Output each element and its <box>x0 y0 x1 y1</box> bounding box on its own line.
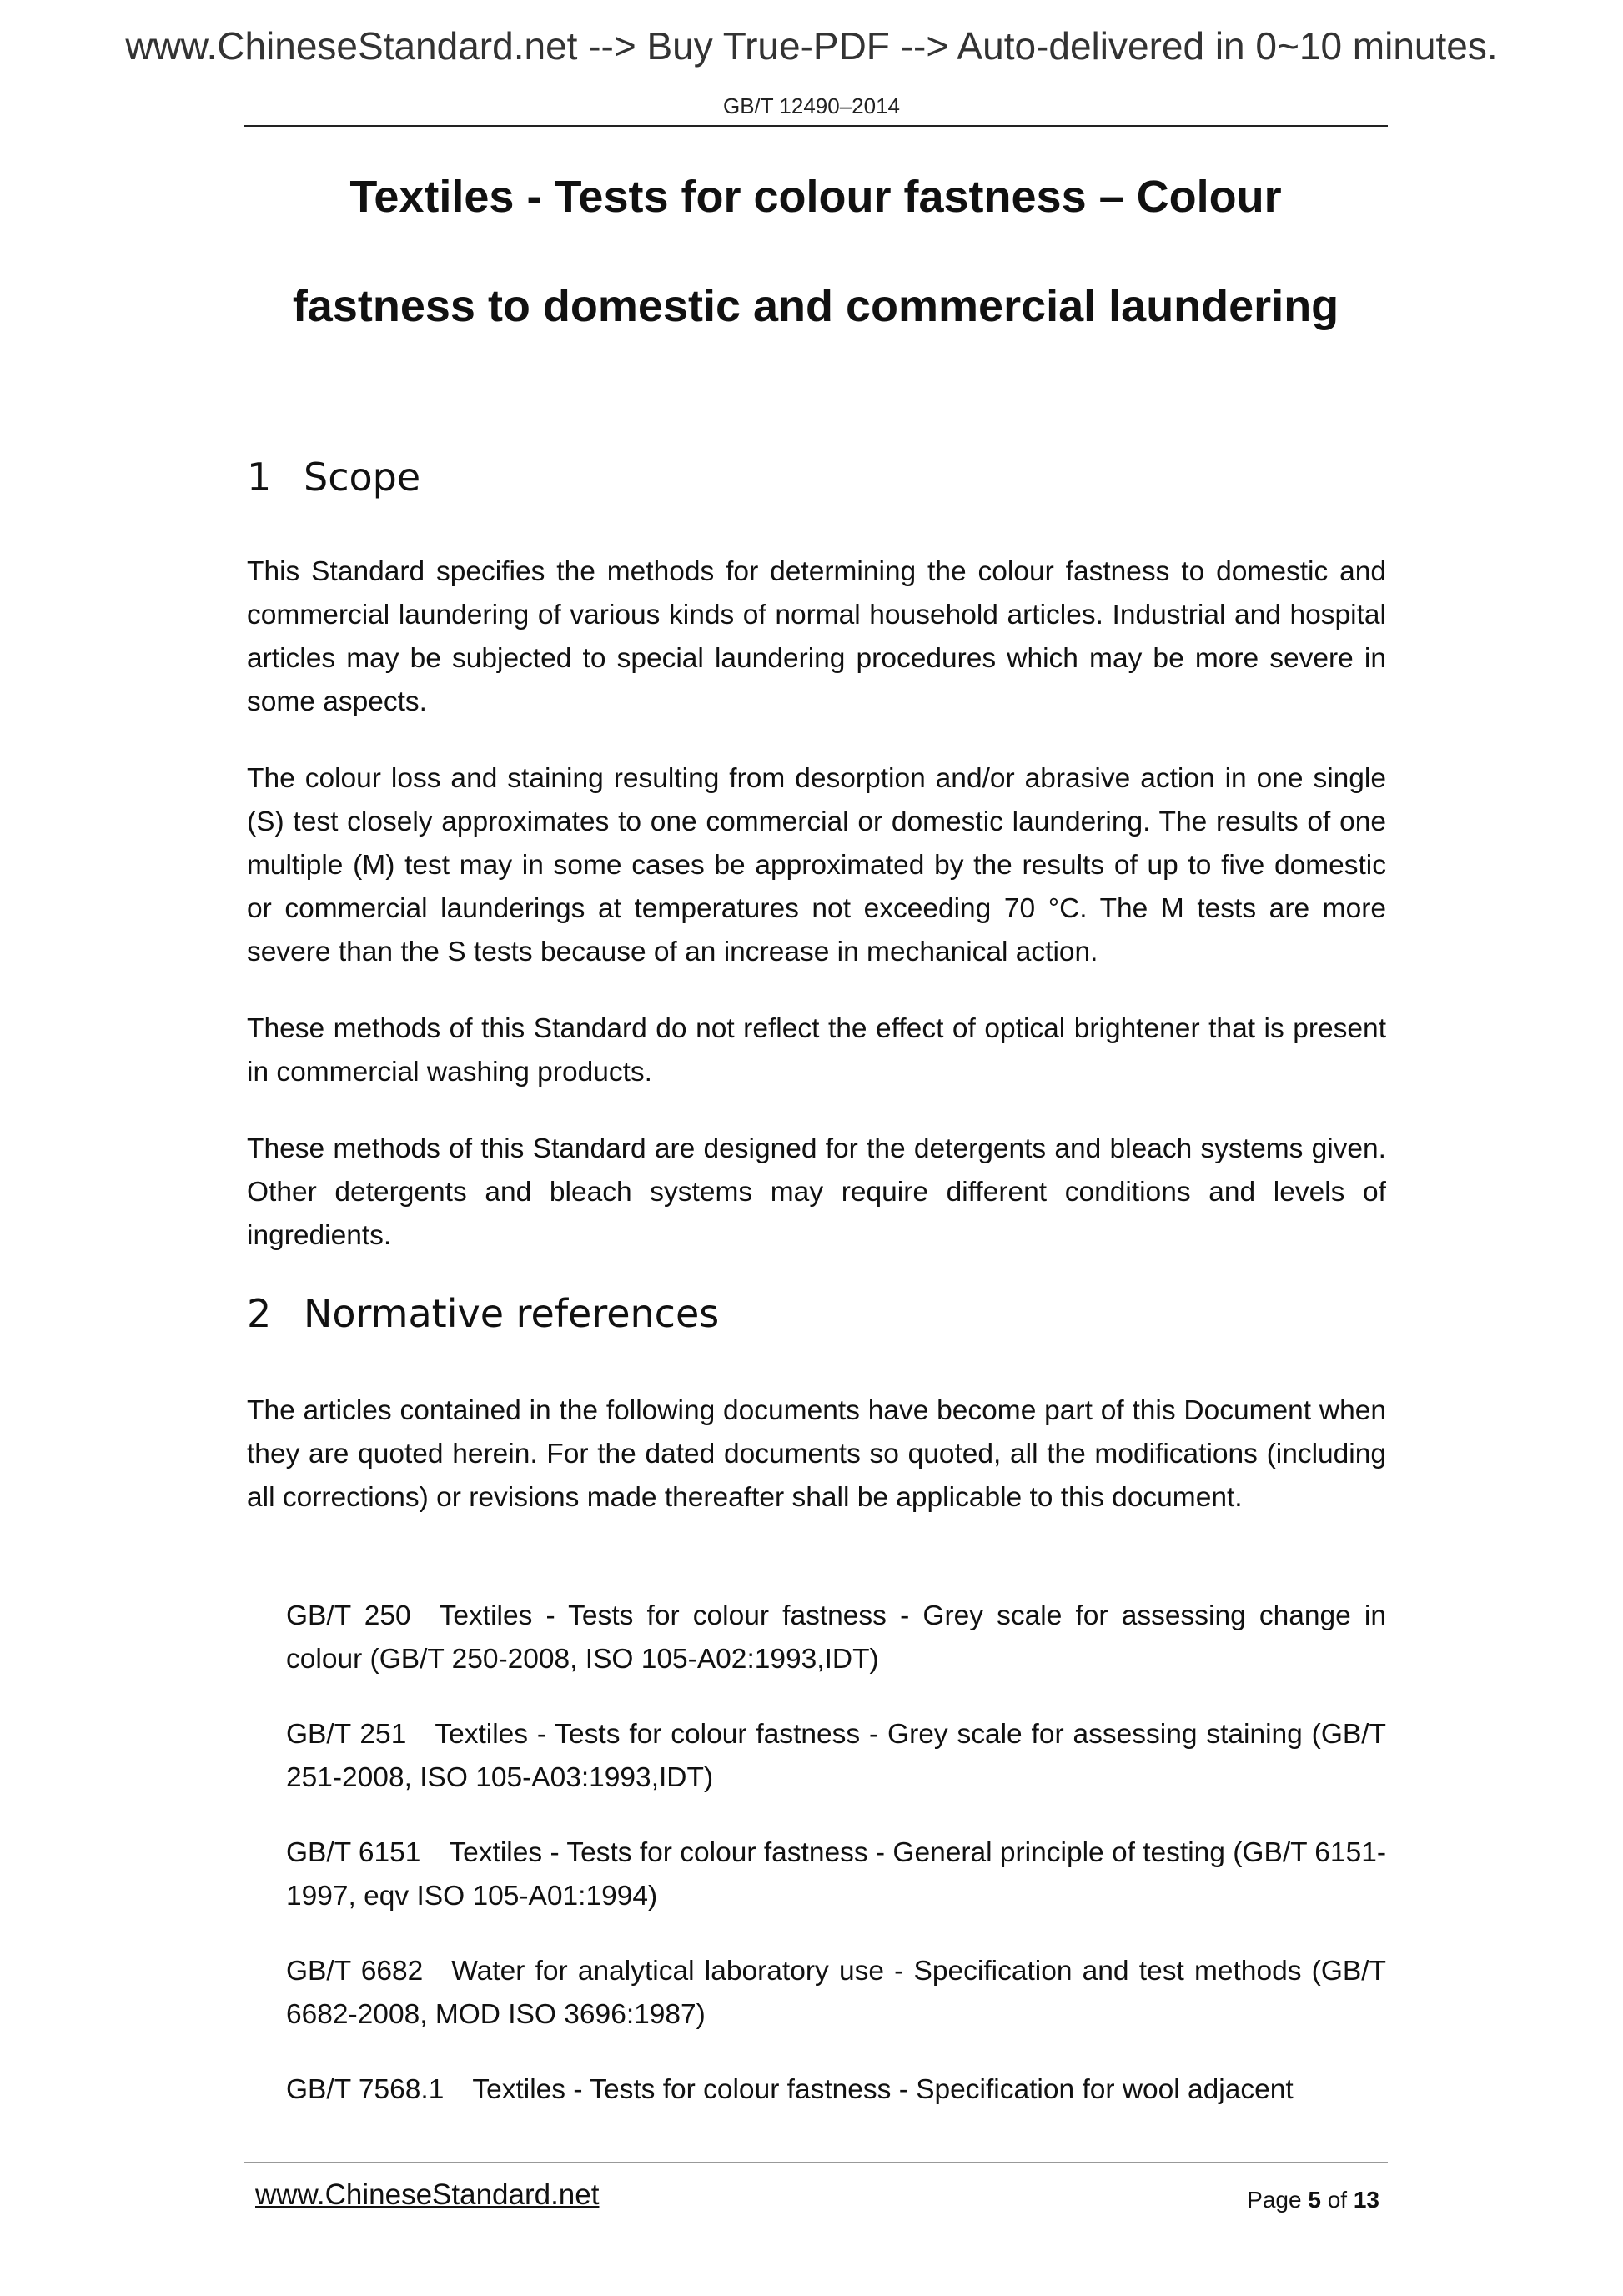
page-of-label: of <box>1327 2187 1348 2213</box>
section-2-number: 2 <box>247 1291 272 1336</box>
header-divider <box>244 125 1388 127</box>
reference-item <box>286 1595 1386 1681</box>
section-2-heading <box>247 1291 719 1336</box>
reference-text: Water for analytical laboratory use - Specification and test methods (GB/T 6682-2008, MOD ISO 3696:1987) <box>286 1956 1386 2030</box>
footer-divider <box>244 2162 1388 2163</box>
reference-code: GB/T 251 <box>286 1719 407 1750</box>
reference-item <box>286 1950 1386 2037</box>
reference-code: GB/T 7568.1 <box>286 2074 445 2105</box>
scope-paragraph-2: The colour loss and staining resulting from desorption and/or abrasive action in one single (S) test closely approximates to one commercial or domestic laundering. The results of one multiple (M) test may in some cases be approximated by the results of up to five domestic or commercial launderings at temperatures not exceeding 70 °C. The M tests are more severe than the S tests because of an increase in mechanical action. <box>247 763 1386 967</box>
reference-item <box>286 1831 1386 1918</box>
reference-item <box>286 1713 1386 1800</box>
footer-website-link[interactable]: www.ChineseStandard.net <box>255 2178 600 2211</box>
reference-text: Textiles - Tests for colour fastness - Grey scale for assessing staining (GB/T 251-2008, ISO 105-A03:1993,IDT) <box>286 1719 1386 1793</box>
section-1-number: 1 <box>247 455 272 500</box>
references-intro-paragraph: The articles contained in the following documents have become part of this Document when they are quoted herein. For the dated documents so quoted, all the modifications (including all corrections) or revisions made thereafter shall be applicable to this document. <box>247 1395 1386 1513</box>
page-label: Page <box>1247 2187 1302 2213</box>
page-number <box>1247 2187 1379 2213</box>
reference-text: Textiles - Tests for colour fastness - Specification for wool adjacent <box>472 2074 1294 2105</box>
scope-paragraph-1: This Standard specifies the methods for determining the colour fastness to domestic and commercial laundering of various kinds of normal household articles. Industrial and hospital articles may be subjected to special laundering procedures which may be more severe in some aspects. <box>247 556 1386 717</box>
title-line-2: fastness to domestic and commercial laundering <box>292 281 1339 331</box>
scope-paragraph-4: These methods of this Standard are designed for the detergents and bleach systems given. Other detergents and bleach systems may require different conditions and levels of ingredients. <box>247 1133 1386 1251</box>
scope-paragraph-3: These methods of this Standard do not reflect the effect of optical brightener that is present in commercial washing products. <box>247 1013 1386 1088</box>
reference-text: Textiles - Tests for colour fastness - General principle of testing (GB/T 6151-1997, eqv ISO 105-A01:1994) <box>286 1837 1386 1912</box>
top-banner: www.ChineseStandard.net --> Buy True-PDF --> Auto-delivered in 0~10 minutes. <box>125 24 1498 68</box>
reference-text: Textiles - Tests for colour fastness - Grey scale for assessing change in colour (GB/T 250-2008, ISO 105-A02:1993,IDT) <box>286 1600 1386 1675</box>
current-page: 5 <box>1308 2187 1321 2213</box>
title-line-1: Textiles - Tests for colour fastness – Colour <box>349 172 1282 222</box>
section-1-heading <box>247 455 420 500</box>
reference-code: GB/T 250 <box>286 1600 411 1631</box>
section-1-title: Scope <box>304 455 421 500</box>
document-number: GB/T 12490–2014 <box>722 93 901 118</box>
section-2-title: Normative references <box>304 1291 720 1336</box>
reference-item <box>286 2068 1386 2112</box>
reference-code: GB/T 6682 <box>286 1956 424 1987</box>
reference-code: GB/T 6151 <box>286 1837 421 1868</box>
total-pages: 13 <box>1353 2187 1379 2213</box>
